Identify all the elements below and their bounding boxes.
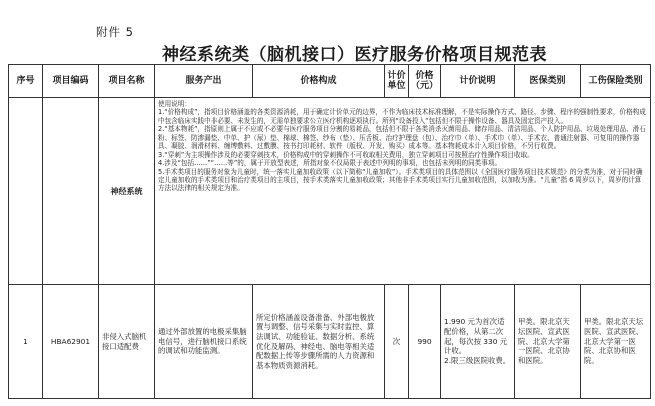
injury-insurance-cell: 甲类。限北京天坛医院、宣武医院、北京大学第一医院、北京协和医院。 [581,285,651,399]
empty-cell [43,98,99,285]
pricing-table [8,64,651,399]
empty-cell [9,98,43,285]
name-cell: 非侵入式脑机接口适配费 [99,285,155,399]
usage-note: 1.“价格构成”，指项目价格涵盖的各类资源消耗，用于确定计价单元的边界，不作为临床技术标准理解，不是实际操作方式、路径、步骤、程序的强制性要求，价格构成中包含临床实践中非必要、未发生的，无需单独要求公立医疗机构逐项执行。所列“设备投入”包括但不限于操作设备、器具及固定资产投入。 [158,108,646,125]
header-cell-output: 服务产出 [155,65,253,98]
header-row [9,65,651,98]
composition-cell: 所定价格涵盖设备准备、外部电极放置与调整、信号采集与实时监控、算法调试、功能验证、数据分析、系统优化及解码、神经电、脑电等相关适配数据上传等步骤所需的人力资源和基本物质资源消耗。 [253,285,385,399]
header-cell-price: 价格（元） [409,65,441,98]
usage-notes-heading: 使用说明： [158,100,191,108]
header-cell-name: 项目名称 [99,65,155,98]
pricing-note: 1.990 元为首次适配价格，从第二次起，每次按 330 元计收。 [444,317,508,356]
usage-note: 3.“穿刺”为主项操作涉及的必要穿刺技术，价格构成中的穿刺操作不可收取相关费用，独立穿刺项目可按照治疗性操作项目收取。 [158,150,534,159]
header-cell-insurance: 医保类别 [515,65,581,98]
unit-cell: 次 [385,285,409,399]
page-title: 神经系统类（脑机接口）医疗服务价格项目规范表 [162,45,547,65]
header-cell-unit: 计价单位 [385,65,409,98]
usage-notes [155,98,651,285]
code-cell: HBA62901 [43,285,99,399]
table-row [9,285,651,399]
usage-note: 4.涉及“包括……”“……等”的，属于开放型表述，所指对象不仅局限于表述中列明的事项，也包括未列明的同类事项。 [158,159,502,168]
insurance-cell: 甲类。限北京天坛医院、宣武医院、北京大学第一医院、北京协和医院。 [515,285,581,399]
header-cell-seq: 序号 [9,65,43,98]
usage-notes-row [9,98,651,285]
attachment-label: 附件 5 [96,25,134,39]
header-cell-pricing-note: 计价说明 [441,65,515,98]
pricing-note: 2.限三级医院收费。 [444,355,511,365]
header-cell-composition: 价格构成 [253,65,385,98]
pricing-note-cell [441,285,515,399]
seq-cell: 1 [9,285,43,399]
output-cell: 通过外部放置的电极采集脑电信号，进行脑机接口系统的调试和功能监测。 [155,285,253,399]
usage-note: 2.“基本物耗”，指原则上属于不应或不必要与医疗服务项目分割的易耗品，包括但不限于各类消杀灭菌用品、储存用品、清洁用品、个人防护用品、垃圾处理用品、滑石粉、标签、防渗漏垫、中单、护（尿）垫、棉球、棉签、纱布（垫）、压舌板、治疗护理盘（包）、治疗巾（单）、手术巾（单）、手术衣、普通注射器、可复用的操作器具、凝胶、润滑材料、缠缚敷料、过敷膜、按书打印耗材、软件（版权、开发、购买）成本等。基本物耗成本计入项目价格，不另行收费。 [158,125,646,151]
usage-note: 5.手术类项目的服务对象为儿童时，统一落实儿童加收政策（以下简称“儿童加收”）。手术类项目的具体范围以《全国医疗服务项目技术规范》的分类为准，对于同时确定儿童加收的手术类项目和治疗类项目的主项目，按手术类落实儿童加收政策；其他非手术类项目实行儿童加收范围，以加收为准。“儿童”指 6 周岁以下，周岁的计算方法以法律的相关规定为准。 [158,167,643,193]
category-label: 神经系统 [99,98,155,285]
header-cell-injury-insurance: 工伤保险类别 [581,65,651,98]
header-cell-code: 项目编码 [43,65,99,98]
price-cell: 990 [409,285,441,399]
